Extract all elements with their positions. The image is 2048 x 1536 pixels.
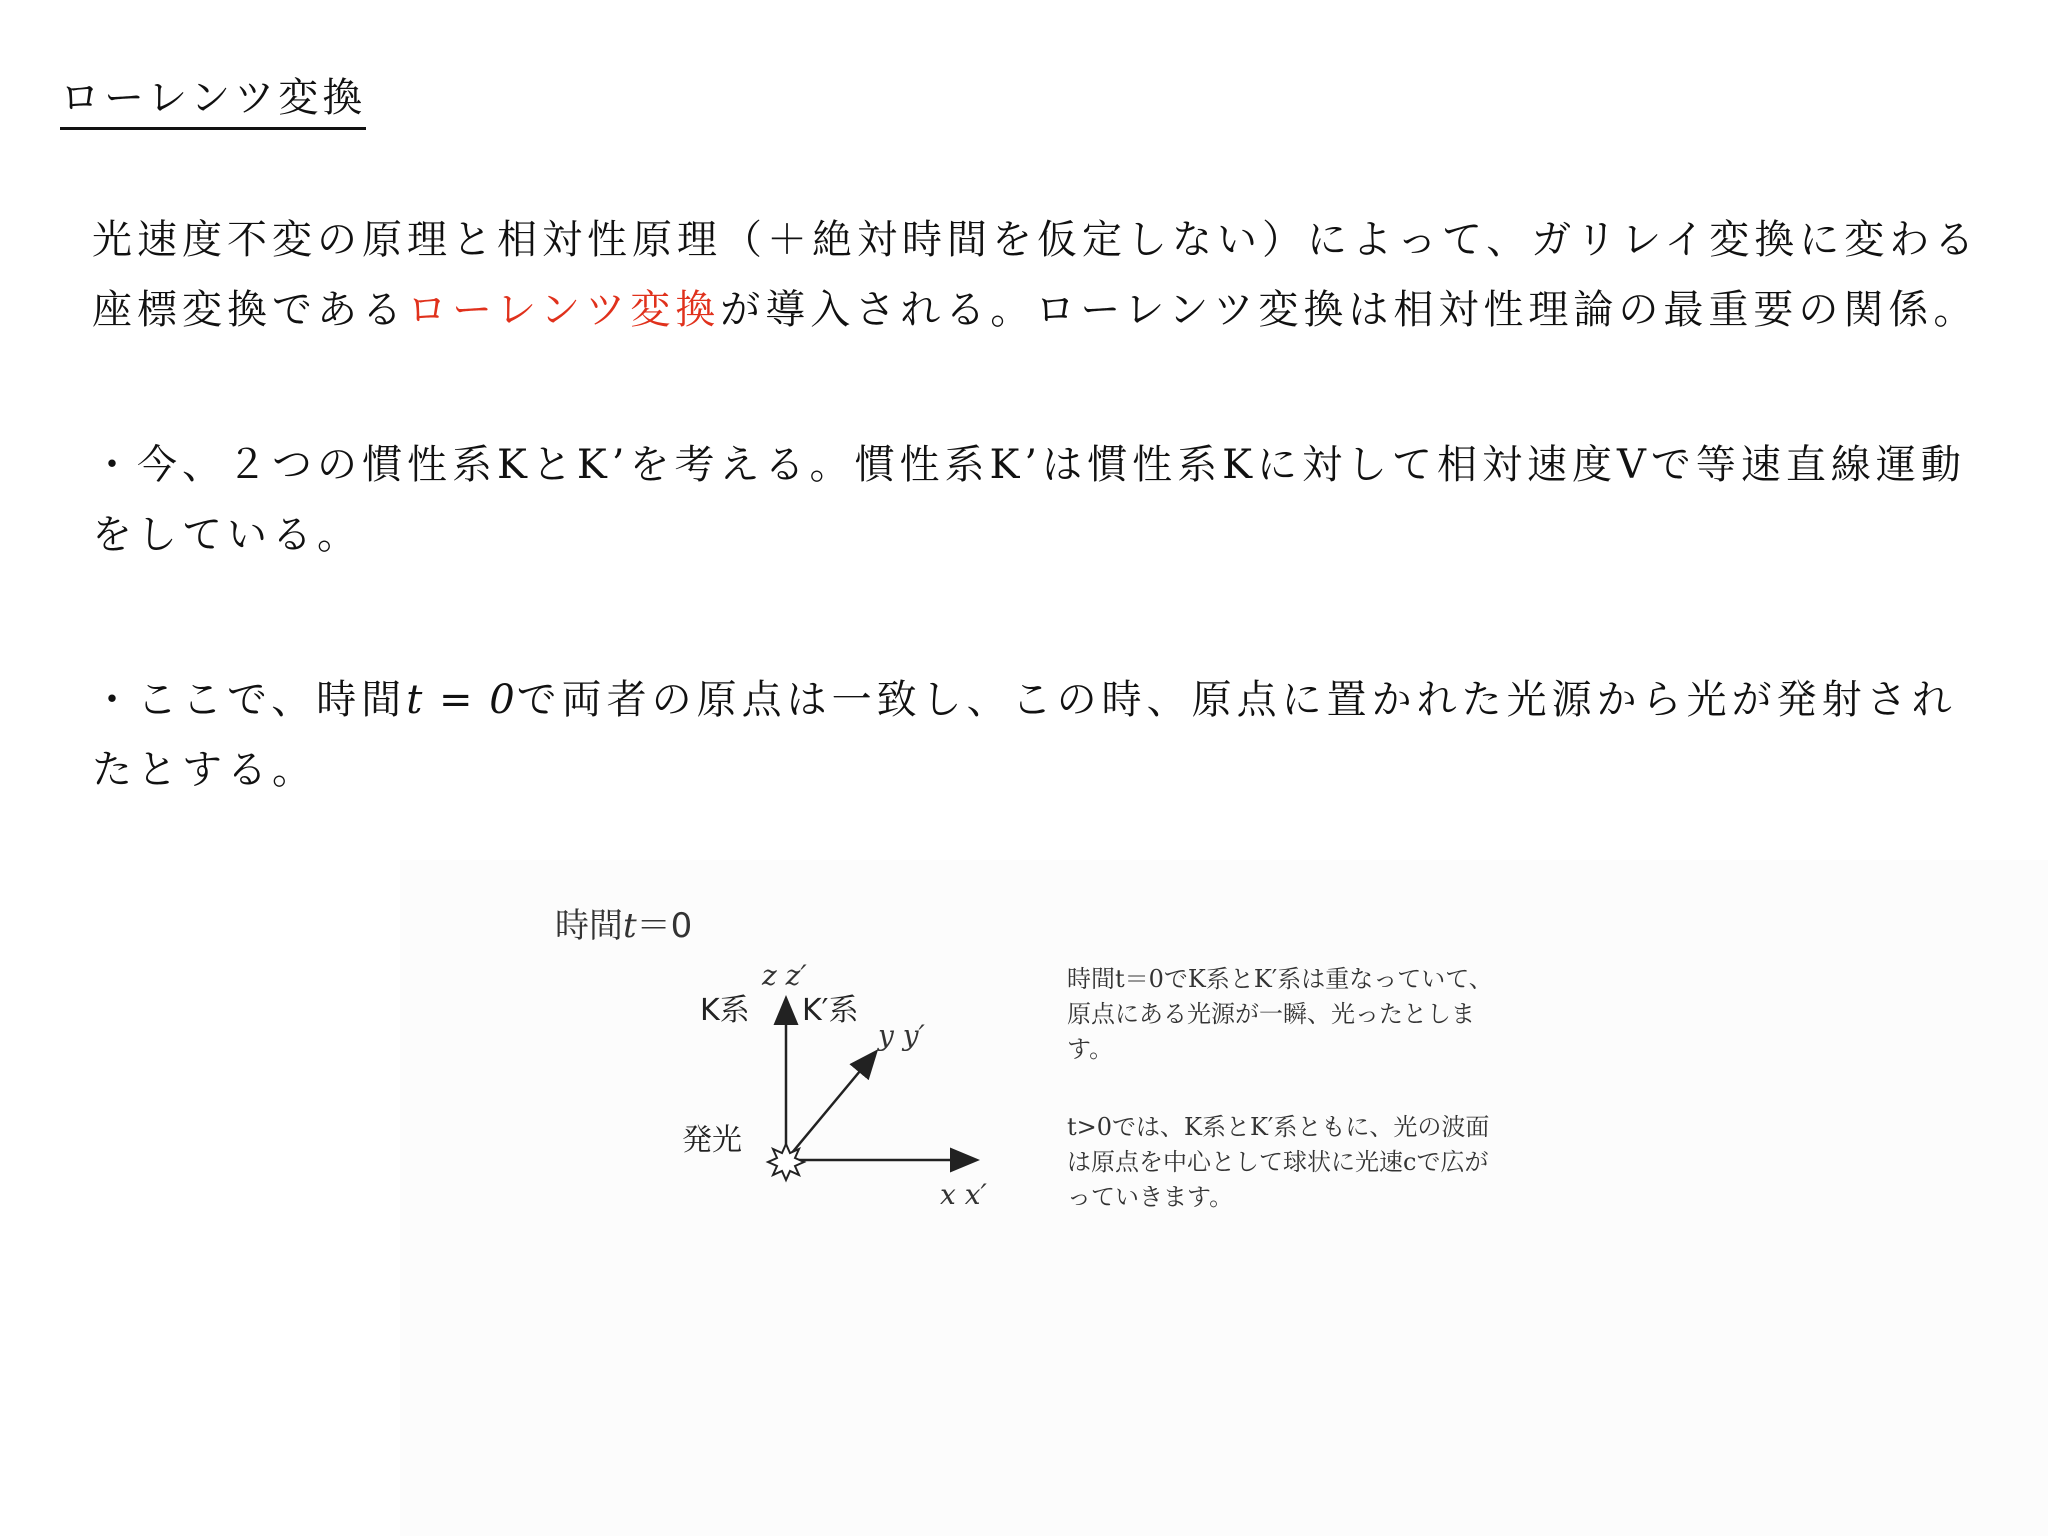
paragraph-lorentz-intro xyxy=(92,205,1992,345)
page-title: ローレンツ変換 xyxy=(60,66,366,130)
light-burst-icon xyxy=(768,1144,804,1180)
highlight-term: ローレンツ変換 xyxy=(407,287,721,333)
kprime-system-label: K′系 xyxy=(802,993,859,1028)
figure-title-suffix: ＝0 xyxy=(636,906,693,946)
figure-title-math: t xyxy=(623,906,637,946)
coordinate-diagram xyxy=(400,860,1100,1260)
figure-title-prefix: 時間 xyxy=(555,906,623,946)
x-axis-label: x x′ xyxy=(940,1178,987,1211)
emission-label: 発光 xyxy=(682,1123,742,1158)
z-axis-label: z z′ xyxy=(762,959,807,992)
figure-note-wavefront: t>0では、K系とK′系ともに、光の波面は原点を中心として球状に光速cで広がっていきます。 xyxy=(1067,1113,1490,1211)
emission-text: ・ここで、時間 xyxy=(92,677,407,723)
y-axis-label: y y′ xyxy=(878,1019,925,1052)
intro-text: 光速度不変の原理と相対性原理（＋絶対時間を仮定しない）によって、ガリレイ変換に変わる座標変換である xyxy=(92,217,1980,333)
figure-panel xyxy=(400,860,2048,1536)
figure-note-overlap: 時間t＝0でK系とK′系は重なっていて、原点にある光源が一瞬、光ったとします。 xyxy=(1067,965,1493,1063)
time-zero-math: t = 0 xyxy=(406,677,517,723)
k-system-label: K系 xyxy=(700,993,750,1028)
y-axis xyxy=(786,1053,875,1160)
emission-text-end: で両者の原点は一致し、この時、原点に置かれた光源から光が発射されたとする。 xyxy=(92,677,1957,793)
intro-text-end: が導入される。ローレンツ変換は相対性理論の最重要の関係。 xyxy=(720,287,1979,333)
paragraph-inertial-frames: ・今、２つの慣性系KとK’を考える。慣性系K’は慣性系Kに対して相対速度Vで等速直線運動をしている。 xyxy=(92,442,1966,558)
paragraph-light-emission xyxy=(92,665,1992,805)
